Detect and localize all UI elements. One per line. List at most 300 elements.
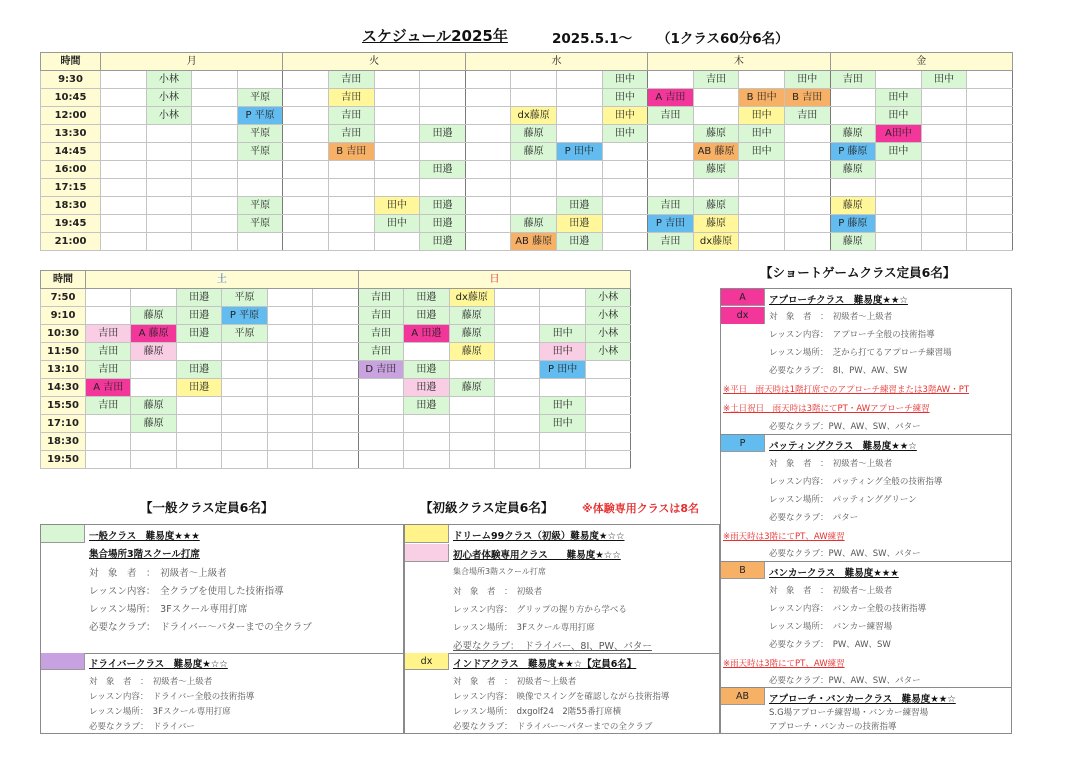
weekend-lesson-slot: 田中: [540, 397, 585, 415]
weekday-empty-slot: [237, 161, 283, 179]
weekend-empty-slot: [540, 433, 585, 451]
weekend-row: [41, 343, 631, 361]
indoor-color-swatch: dx: [405, 653, 449, 670]
weekend-empty-slot: [222, 451, 267, 469]
weekday-time-cell: 21:00: [41, 233, 101, 251]
weekend-empty-slot: [222, 343, 267, 361]
weekday-empty-slot: [693, 89, 739, 107]
weekend-empty-slot: [585, 379, 630, 397]
weekday-empty-slot: [192, 89, 238, 107]
weekday-empty-slot: [967, 197, 1013, 215]
weekday-row: [41, 161, 1013, 179]
shortgame-heading: 【ショートゲームクラス定員6名】: [760, 265, 956, 280]
weekday-empty-slot: [192, 233, 238, 251]
weekday-empty-slot: [602, 233, 648, 251]
weekend-lesson-slot: 藤原: [449, 343, 494, 361]
bunker-tag: B: [721, 562, 765, 579]
weekday-empty-slot: [146, 233, 192, 251]
weekend-empty-slot: [313, 289, 358, 307]
weekday-time-cell: 19:45: [41, 215, 101, 233]
driver-target: 対 象 者 ： 初級者～上級者: [89, 677, 213, 687]
weekday-empty-slot: [237, 233, 283, 251]
weekday-empty-slot: [784, 179, 830, 197]
weekday-empty-slot: [465, 179, 511, 197]
weekday-lesson-slot: 田邉: [556, 233, 602, 251]
weekend-lesson-slot: 田邉: [176, 289, 221, 307]
weekday-lesson-slot: 田邉: [556, 197, 602, 215]
weekend-empty-slot: [585, 415, 630, 433]
weekend-row: [41, 379, 631, 397]
dream-color-swatch: [405, 525, 449, 543]
weekday-lesson-slot: 吉田: [648, 107, 694, 125]
approach-clubs: 必要なクラブ： 8I、PW、AW、SW: [769, 366, 908, 376]
weekend-lesson-slot: 吉田: [86, 325, 131, 343]
weekday-lesson-slot: 田中: [602, 71, 648, 89]
weekend-row: [41, 451, 631, 469]
weekend-schedule-table: [40, 270, 631, 469]
weekday-empty-slot: [283, 125, 329, 143]
putting-target: 対 象 者 ： 初級者～上級者: [769, 459, 893, 469]
weekday-empty-slot: [283, 179, 329, 197]
weekend-lesson-slot: 田邉: [176, 379, 221, 397]
weekday-empty-slot: [556, 125, 602, 143]
weekend-empty-slot: [267, 325, 312, 343]
weekday-lesson-slot: 藤原: [830, 197, 876, 215]
weekday-empty-slot: [967, 125, 1013, 143]
weekday-empty-slot: [328, 197, 374, 215]
weekday-empty-slot: [648, 125, 694, 143]
trial-color-swatch: [405, 544, 449, 562]
weekday-lesson-slot: 田中: [876, 107, 922, 125]
trial-place-title: 集合場所3階スクール打席: [453, 567, 546, 576]
weekend-empty-slot: [86, 289, 131, 307]
approach-tag-a: A: [721, 289, 765, 306]
weekend-lesson-slot: 吉田: [86, 397, 131, 415]
weekend-lesson-slot: 小林: [585, 325, 630, 343]
approach-bunker-tag: AB: [721, 688, 765, 705]
weekday-empty-slot: [830, 179, 876, 197]
weekday-lesson-slot: 田邉: [420, 233, 466, 251]
weekend-lesson-slot: 田中: [540, 415, 585, 433]
weekday-empty-slot: [283, 197, 329, 215]
weekday-lesson-slot: 田中: [374, 197, 420, 215]
weekday-lesson-slot: 平原: [237, 215, 283, 233]
weekend-empty-slot: [222, 397, 267, 415]
weekend-empty-slot: [358, 415, 403, 433]
weekday-lesson-slot: B 吉田: [328, 143, 374, 161]
weekday-lesson-slot: 田中: [876, 89, 922, 107]
weekday-lesson-slot: 田中: [374, 215, 420, 233]
weekend-empty-slot: [494, 325, 539, 343]
weekday-lesson-slot: AB 藤原: [693, 143, 739, 161]
weekday-empty-slot: [374, 107, 420, 125]
weekend-empty-slot: [222, 415, 267, 433]
weekend-empty-slot: [267, 397, 312, 415]
weekday-time-cell: 17:15: [41, 179, 101, 197]
weekday-schedule-table: [40, 52, 1013, 251]
weekday-empty-slot: [374, 89, 420, 107]
weekend-empty-slot: [494, 361, 539, 379]
weekend-empty-slot: [404, 451, 449, 469]
weekday-empty-slot: [374, 179, 420, 197]
weekend-empty-slot: [176, 415, 221, 433]
weekend-row: [41, 289, 631, 307]
weekend-empty-slot: [222, 361, 267, 379]
page-title: スケジュール2025年: [362, 27, 508, 45]
driver-content: レッスン内容： ドライバー全般の技術指導: [89, 692, 255, 702]
weekday-empty-slot: [967, 161, 1013, 179]
weekday-time-cell: 18:30: [41, 197, 101, 215]
weekday-empty-slot: [465, 71, 511, 89]
weekday-lesson-slot: B 田中: [739, 89, 785, 107]
weekend-empty-slot: [585, 397, 630, 415]
weekend-lesson-slot: P 田中: [540, 361, 585, 379]
weekday-empty-slot: [465, 197, 511, 215]
dream-class-name: ドリーム99クラス（初級）難易度★☆☆: [453, 531, 625, 542]
weekday-lesson-slot: 藤原: [830, 125, 876, 143]
weekday-empty-slot: [511, 197, 557, 215]
weekday-empty-slot: [693, 107, 739, 125]
weekend-lesson-slot: 藤原: [449, 379, 494, 397]
weekday-lesson-slot: 田中: [876, 143, 922, 161]
weekday-empty-slot: [967, 143, 1013, 161]
weekday-empty-slot: [784, 215, 830, 233]
bunker-target: 対 象 者 ： 初級者～上級者: [769, 586, 893, 596]
weekday-lesson-slot: 田邉: [420, 215, 466, 233]
weekday-lesson-slot: 吉田: [328, 89, 374, 107]
weekend-empty-slot: [176, 433, 221, 451]
weekday-lesson-slot: AB 藤原: [511, 233, 557, 251]
weekday-empty-slot: [921, 143, 967, 161]
weekday-empty-slot: [739, 161, 785, 179]
weekend-empty-slot: [404, 415, 449, 433]
weekend-lesson-slot: 田邉: [404, 397, 449, 415]
weekday-empty-slot: [693, 179, 739, 197]
weekend-empty-slot: [267, 415, 312, 433]
weekday-empty-slot: [192, 125, 238, 143]
weekend-empty-slot: [313, 343, 358, 361]
weekday-lesson-slot: 田中: [739, 107, 785, 125]
general-class-heading: 【一般クラス定員6名】: [140, 500, 274, 515]
trial-target: 対 象 者 ： 初級者: [453, 587, 543, 597]
approach-rain-note-weekday: ※平日 雨天時は1階打席でのアプローチ練習または3階AW・PT: [723, 385, 970, 395]
weekend-empty-slot: [540, 451, 585, 469]
weekday-empty-slot: [146, 197, 192, 215]
weekend-time-cell: 19:50: [41, 451, 86, 469]
weekday-empty-slot: [420, 71, 466, 89]
weekend-time-header: 時間: [41, 271, 86, 289]
weekday-empty-slot: [101, 125, 147, 143]
weekend-lesson-slot: 藤原: [449, 307, 494, 325]
weekday-lesson-slot: 小林: [146, 71, 192, 89]
weekday-empty-slot: [921, 125, 967, 143]
weekday-lesson-slot: P 藤原: [830, 143, 876, 161]
indoor-clubs: 必要なクラブ： ドライバー～パターまでの全クラブ: [453, 722, 653, 732]
weekday-empty-slot: [237, 179, 283, 197]
weekday-empty-slot: [876, 161, 922, 179]
weekday-empty-slot: [739, 215, 785, 233]
weekday-empty-slot: [967, 89, 1013, 107]
weekend-empty-slot: [449, 433, 494, 451]
weekday-lesson-slot: 田中: [602, 125, 648, 143]
weekend-empty-slot: [313, 451, 358, 469]
weekday-lesson-slot: 吉田: [648, 233, 694, 251]
weekend-empty-slot: [540, 307, 585, 325]
weekday-empty-slot: [101, 161, 147, 179]
putting-place: レッスン場所： パッティンググリーン: [769, 495, 917, 505]
weekday-empty-slot: [602, 143, 648, 161]
weekend-empty-slot: [585, 433, 630, 451]
indoor-target: 対 象 者 ： 初級者～上級者: [453, 677, 577, 687]
general-clubs: 必要なクラブ： ドライバー～パターまでの全クラブ: [89, 622, 312, 633]
beginner-class-note: ※体験専用クラスは8名: [582, 502, 700, 515]
weekend-lesson-slot: 田邉: [404, 289, 449, 307]
general-color-swatch: [41, 525, 85, 543]
driver-class-name: ドライバークラス 難易度★☆☆: [89, 659, 228, 670]
weekday-empty-slot: [283, 89, 329, 107]
weekday-empty-slot: [283, 233, 329, 251]
weekday-empty-slot: [465, 215, 511, 233]
driver-place: レッスン場所： 3Fスクール専用打席: [89, 707, 231, 717]
weekend-empty-slot: [86, 433, 131, 451]
weekend-empty-slot: [313, 433, 358, 451]
weekend-empty-slot: [131, 451, 176, 469]
approach-content: レッスン内容： アプローチ全般の技術指導: [769, 330, 935, 340]
weekday-time-cell: 10:45: [41, 89, 101, 107]
weekday-day-header: 金: [830, 53, 1012, 71]
weekend-row: [41, 397, 631, 415]
weekend-lesson-slot: 田邉: [176, 361, 221, 379]
weekend-row: [41, 361, 631, 379]
weekend-empty-slot: [131, 433, 176, 451]
putting-class-name: パッティングクラス 難易度★★☆: [769, 441, 917, 452]
approach-place: レッスン場所： 芝から打てるアプローチ練習場: [769, 348, 952, 358]
weekday-empty-slot: [739, 197, 785, 215]
weekday-lesson-slot: 田邉: [420, 125, 466, 143]
weekday-empty-slot: [146, 143, 192, 161]
weekday-lesson-slot: B 吉田: [784, 89, 830, 107]
weekend-lesson-slot: 藤原: [131, 415, 176, 433]
putting-tag: P: [721, 435, 765, 452]
weekday-lesson-slot: 平原: [237, 143, 283, 161]
weekend-empty-slot: [494, 451, 539, 469]
weekday-empty-slot: [465, 107, 511, 125]
weekday-empty-slot: [921, 107, 967, 125]
general-place: レッスン場所： 3Fスクール専用打席: [89, 604, 248, 615]
weekday-empty-slot: [876, 197, 922, 215]
weekday-empty-slot: [511, 161, 557, 179]
weekend-lesson-slot: 吉田: [358, 343, 403, 361]
weekend-empty-slot: [176, 451, 221, 469]
weekday-time-header: 時間: [41, 53, 101, 71]
weekday-empty-slot: [602, 179, 648, 197]
weekend-lesson-slot: 田邉: [176, 325, 221, 343]
bunker-clubs: 必要なクラブ： PW、AW、SW: [769, 640, 891, 650]
weekday-empty-slot: [374, 71, 420, 89]
weekday-empty-slot: [283, 215, 329, 233]
weekday-lesson-slot: 藤原: [693, 125, 739, 143]
weekend-time-cell: 9:10: [41, 307, 86, 325]
weekday-lesson-slot: P 藤原: [830, 215, 876, 233]
weekday-empty-slot: [192, 143, 238, 161]
weekday-row: [41, 143, 1013, 161]
weekday-lesson-slot: 藤原: [511, 215, 557, 233]
weekend-empty-slot: [449, 397, 494, 415]
weekend-empty-slot: [358, 451, 403, 469]
weekend-lesson-slot: 田邉: [176, 307, 221, 325]
approach-class-name: アプローチクラス 難易度★★☆: [769, 295, 908, 306]
weekday-lesson-slot: 小林: [146, 89, 192, 107]
weekday-empty-slot: [465, 89, 511, 107]
weekend-lesson-slot: 小林: [585, 307, 630, 325]
weekend-empty-slot: [358, 379, 403, 397]
weekend-lesson-slot: 藤原: [131, 397, 176, 415]
weekend-row: [41, 325, 631, 343]
weekday-empty-slot: [101, 197, 147, 215]
weekday-day-header: 水: [465, 53, 647, 71]
weekday-empty-slot: [511, 71, 557, 89]
weekend-empty-slot: [494, 397, 539, 415]
putting-content: レッスン内容： パッティング全般の技術指導: [769, 477, 943, 487]
weekend-time-cell: 15:50: [41, 397, 86, 415]
weekend-lesson-slot: A 吉田: [86, 379, 131, 397]
weekend-lesson-slot: 藤原: [131, 343, 176, 361]
weekday-empty-slot: [556, 179, 602, 197]
weekend-lesson-slot: 吉田: [358, 325, 403, 343]
indoor-class-name: インドアクラス 難易度★★☆【定員6名】: [453, 659, 637, 670]
weekday-lesson-slot: 吉田: [784, 107, 830, 125]
weekend-empty-slot: [131, 361, 176, 379]
weekday-empty-slot: [420, 89, 466, 107]
driver-clubs: 必要なクラブ： ドライバー: [89, 722, 195, 732]
weekday-empty-slot: [192, 179, 238, 197]
weekday-empty-slot: [556, 71, 602, 89]
weekday-empty-slot: [648, 161, 694, 179]
trial-class-name: 初心者体験専用クラス 難易度★☆☆: [453, 550, 621, 561]
weekend-empty-slot: [267, 307, 312, 325]
weekday-row: [41, 233, 1013, 251]
weekday-empty-slot: [921, 161, 967, 179]
weekday-lesson-slot: 田中: [739, 143, 785, 161]
weekday-empty-slot: [967, 71, 1013, 89]
weekend-empty-slot: [267, 289, 312, 307]
weekend-lesson-slot: D 吉田: [358, 361, 403, 379]
weekday-empty-slot: [420, 143, 466, 161]
weekday-empty-slot: [328, 215, 374, 233]
weekend-empty-slot: [449, 415, 494, 433]
weekday-lesson-slot: 吉田: [648, 197, 694, 215]
weekday-row: [41, 89, 1013, 107]
weekday-lesson-slot: 田中: [784, 71, 830, 89]
weekday-empty-slot: [876, 179, 922, 197]
putting-rain-note: ※雨天時は3階にてPT、AW練習: [723, 532, 845, 542]
weekday-empty-slot: [967, 233, 1013, 251]
weekday-time-cell: 12:00: [41, 107, 101, 125]
putting-clubs-rain: 必要なクラブ：PW、AW、SW、パター: [769, 549, 921, 559]
weekday-lesson-slot: A 吉田: [648, 89, 694, 107]
weekday-empty-slot: [830, 89, 876, 107]
weekend-lesson-slot: 小林: [585, 343, 630, 361]
weekday-lesson-slot: 吉田: [328, 107, 374, 125]
weekday-day-header: 木: [648, 53, 830, 71]
weekend-lesson-slot: P 平原: [222, 307, 267, 325]
weekday-lesson-slot: 藤原: [511, 143, 557, 161]
weekend-lesson-slot: A 藤原: [131, 325, 176, 343]
weekend-empty-slot: [313, 307, 358, 325]
weekday-lesson-slot: 田中: [602, 107, 648, 125]
weekday-empty-slot: [101, 233, 147, 251]
weekday-empty-slot: [283, 161, 329, 179]
weekday-lesson-slot: dx藤原: [511, 107, 557, 125]
weekend-empty-slot: [494, 433, 539, 451]
weekday-empty-slot: [192, 107, 238, 125]
weekend-lesson-slot: 田中: [540, 325, 585, 343]
weekday-empty-slot: [648, 179, 694, 197]
weekday-empty-slot: [101, 143, 147, 161]
weekday-empty-slot: [101, 107, 147, 125]
weekday-lesson-slot: 藤原: [693, 197, 739, 215]
weekday-row: [41, 107, 1013, 125]
weekday-lesson-slot: 田邉: [420, 197, 466, 215]
weekend-empty-slot: [176, 397, 221, 415]
weekday-empty-slot: [146, 179, 192, 197]
weekend-empty-slot: [540, 289, 585, 307]
weekend-empty-slot: [358, 397, 403, 415]
weekday-row: [41, 197, 1013, 215]
weekday-empty-slot: [192, 197, 238, 215]
weekend-empty-slot: [313, 361, 358, 379]
weekend-empty-slot: [267, 361, 312, 379]
approach-clubs-rain: 必要なクラブ：PW、AW、SW、パター: [769, 422, 921, 432]
weekday-lesson-slot: 藤原: [830, 161, 876, 179]
weekday-empty-slot: [921, 215, 967, 233]
weekday-empty-slot: [556, 161, 602, 179]
weekday-lesson-slot: 田中: [602, 89, 648, 107]
weekday-empty-slot: [465, 125, 511, 143]
weekend-time-cell: 18:30: [41, 433, 86, 451]
weekday-empty-slot: [876, 215, 922, 233]
weekday-lesson-slot: 田邉: [556, 215, 602, 233]
weekday-empty-slot: [511, 89, 557, 107]
weekday-empty-slot: [876, 71, 922, 89]
weekday-empty-slot: [784, 161, 830, 179]
weekday-empty-slot: [374, 125, 420, 143]
weekday-empty-slot: [739, 71, 785, 89]
weekday-day-header: 火: [283, 53, 465, 71]
weekday-empty-slot: [556, 89, 602, 107]
weekday-empty-slot: [328, 161, 374, 179]
weekend-empty-slot: [86, 307, 131, 325]
weekday-lesson-slot: 小林: [146, 107, 192, 125]
weekday-empty-slot: [556, 107, 602, 125]
weekday-day-header: 月: [101, 53, 283, 71]
beginner-class-box: [404, 524, 720, 734]
weekday-empty-slot: [784, 233, 830, 251]
weekend-lesson-slot: 田邉: [404, 361, 449, 379]
weekday-time-cell: 14:45: [41, 143, 101, 161]
approach-target: 対 象 者 ： 初級者～上級者: [769, 312, 893, 322]
trial-place: レッスン場所： 3Fスクール専用打席: [453, 623, 595, 633]
weekday-empty-slot: [648, 71, 694, 89]
weekend-empty-slot: [267, 451, 312, 469]
general-place-title: 集合場所3階スクール打席: [89, 549, 200, 560]
weekend-empty-slot: [494, 307, 539, 325]
weekend-empty-slot: [267, 379, 312, 397]
weekday-empty-slot: [146, 125, 192, 143]
weekend-row: [41, 307, 631, 325]
weekend-empty-slot: [358, 433, 403, 451]
weekday-lesson-slot: 吉田: [830, 71, 876, 89]
